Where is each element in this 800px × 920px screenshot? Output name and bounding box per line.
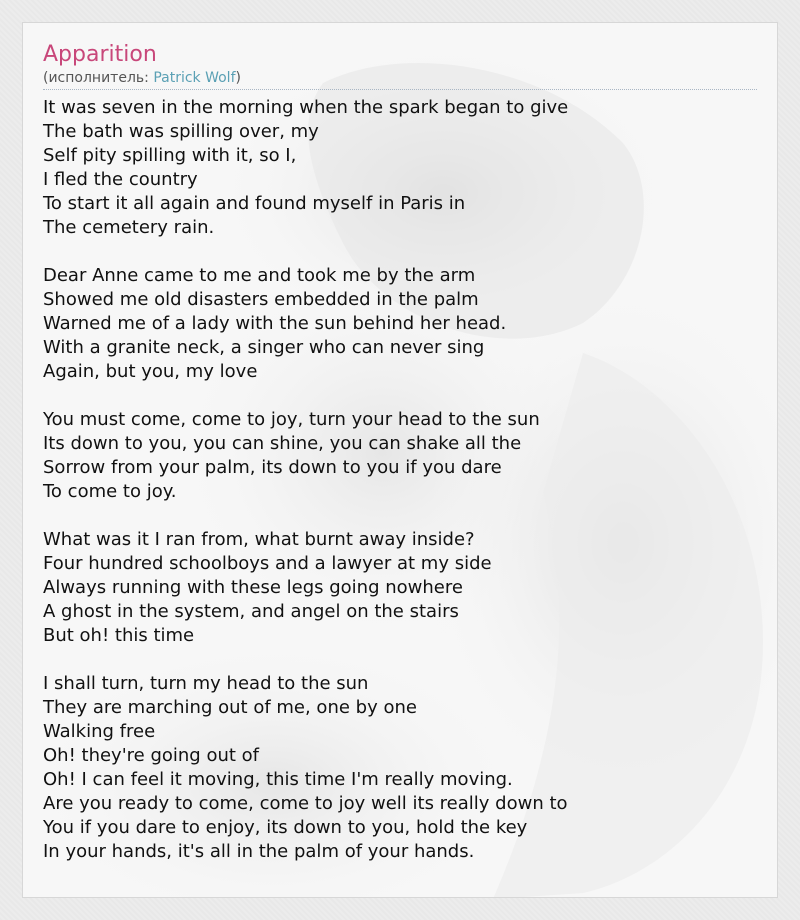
artist-link[interactable]: Patrick Wolf [153, 70, 236, 86]
lyrics-line: What was it I ran from, what burnt away inside? [43, 529, 475, 550]
lyrics-line: You must come, come to joy, turn your head to the sun [43, 409, 540, 430]
lyrics-line: Oh! I can feel it moving, this time I'm really moving. [43, 769, 513, 790]
lyrics-line: Its down to you, you can shine, you can shake all the [43, 433, 522, 454]
lyrics-line: You if you dare to enjoy, its down to you, hold the key [43, 817, 528, 838]
lyrics-card [22, 22, 778, 898]
lyrics-verse [43, 264, 757, 384]
lyrics-verse [43, 528, 757, 648]
lyrics-line: I shall turn, turn my head to the sun [43, 673, 369, 694]
lyrics-line: It was seven in the morning when the spark began to give [43, 97, 569, 118]
lyrics-text [43, 96, 757, 864]
artist-suffix: ) [235, 70, 241, 86]
lyrics-line: Warned me of a lady with the sun behind her head. [43, 313, 507, 334]
lyrics-line: To start it all again and found myself in Paris in [43, 193, 466, 214]
lyrics-line: Dear Anne came to me and took me by the arm [43, 265, 476, 286]
artist-line [43, 69, 757, 90]
lyrics-line: Four hundred schoolboys and a lawyer at my side [43, 553, 492, 574]
lyrics-verse [43, 96, 757, 240]
lyrics-line: They are marching out of me, one by one [43, 697, 417, 718]
song-title: Apparition [43, 42, 157, 67]
lyrics-content [23, 23, 777, 864]
lyrics-line: The cemetery rain. [43, 217, 215, 238]
lyrics-verse [43, 408, 757, 504]
lyrics-line: A ghost in the system, and angel on the stairs [43, 601, 459, 622]
lyrics-line: To come to joy. [43, 481, 177, 502]
lyrics-line: Walking free [43, 721, 156, 742]
lyrics-line: Are you ready to come, come to joy well its really down to [43, 793, 568, 814]
artist-prefix: (исполнитель: [43, 70, 154, 86]
lyrics-line: I fled the country [43, 169, 198, 190]
lyrics-line: The bath was spilling over, my [43, 121, 319, 142]
lyrics-line: Again, but you, my love [43, 361, 258, 382]
lyrics-line: In your hands, it's all in the palm of your hands. [43, 841, 475, 862]
lyrics-line: Sorrow from your palm, its down to you if you dare [43, 457, 502, 478]
lyrics-verse [43, 672, 757, 864]
lyrics-line: Showed me old disasters embedded in the palm [43, 289, 479, 310]
lyrics-line: But oh! this time [43, 625, 195, 646]
lyrics-line: Oh! they're going out of [43, 745, 259, 766]
lyrics-line: With a granite neck, a singer who can never sing [43, 337, 485, 358]
lyrics-line: Self pity spilling with it, so I, [43, 145, 297, 166]
lyrics-line: Always running with these legs going nowhere [43, 577, 463, 598]
